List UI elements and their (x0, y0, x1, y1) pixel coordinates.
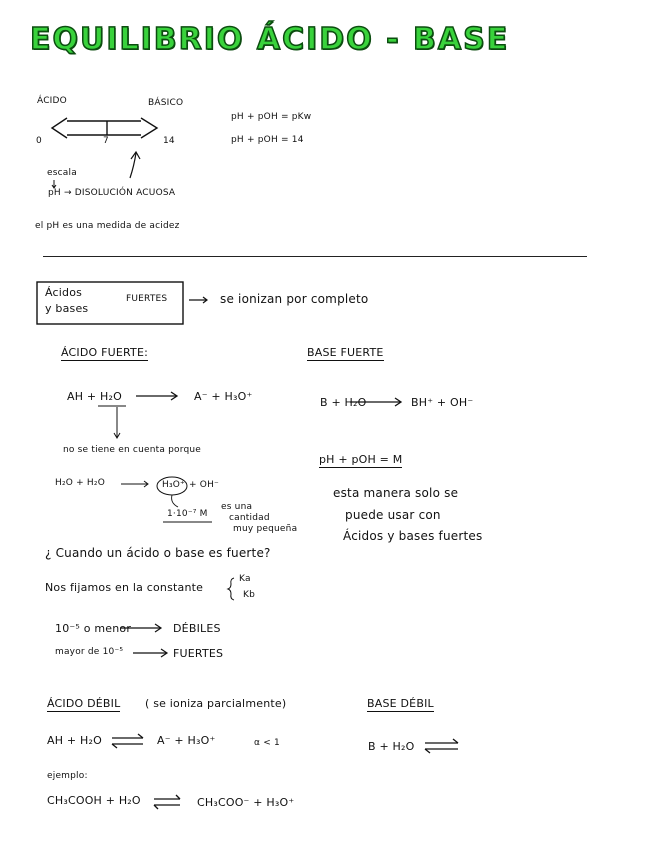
acido-fuerte-header-text: ÁCIDO FUERTE: (61, 346, 149, 359)
autoion-arrow (121, 481, 148, 487)
tick-14: 14 (163, 136, 175, 146)
base-fuerte-eq-left: B + H₂O (320, 396, 367, 409)
base-fuerte-header (307, 346, 384, 359)
acido-debil-eq-left: AH + H₂O (47, 734, 102, 747)
autoion-left: H₂O + H₂O (55, 478, 105, 488)
acido-fuerte-eq-left: AH + H₂O (67, 390, 122, 403)
tick-7: 7 (103, 136, 109, 146)
manera-line-1: esta manera solo se (333, 486, 459, 500)
tick-0: 0 (36, 136, 42, 146)
label-basico: BÁSICO (148, 98, 184, 108)
eq-arrow-acido-debil (112, 734, 143, 748)
autoion-h3o: H₃O⁺ (162, 480, 186, 490)
base-debil-header (367, 697, 434, 710)
base-debil-header-text: BASE DÉBIL (367, 697, 434, 710)
ph-scale-arrow (52, 118, 157, 138)
manera-line-2: puede usar con (345, 508, 441, 522)
label-acido: ÁCIDO (37, 96, 67, 106)
cantidad-line-2: cantidad (229, 513, 270, 523)
menor-right: DÉBILES (173, 622, 221, 635)
mayor-right: FUERTES (173, 647, 224, 660)
eq-14: pH + pOH = 14 (231, 135, 304, 145)
box-y-bases: y bases (45, 302, 89, 315)
fijamos-text: Nos fijamos en la constante (45, 581, 204, 594)
mayor-arrow (133, 649, 167, 657)
conc-value: 1·10⁻⁷ M (167, 509, 208, 519)
acido-fuerte-arrow (136, 392, 177, 400)
cantidad-line-1: es una (221, 502, 253, 512)
base-fuerte-header-text: BASE FUERTE (307, 346, 384, 359)
ka-kb-brace (228, 578, 234, 600)
acido-fuerte-eq-right: A⁻ + H₃O⁺ (194, 390, 253, 403)
ejemplo-label: ejemplo: (47, 771, 88, 781)
box-acidos: Ácidos (45, 286, 83, 299)
ejemplo-right: CH₃COO⁻ + H₃O⁺ (197, 796, 295, 809)
ionizan-text: se ionizan por completo (220, 292, 369, 306)
h2o-pointer (98, 406, 126, 438)
acido-debil-eq-right: A⁻ + H₃O⁺ (157, 734, 216, 747)
acido-debil-header (47, 697, 120, 710)
h3o-curve (172, 495, 178, 507)
menor-left: 10⁻⁵ o menor (55, 622, 132, 635)
page-title: EQUILIBRIO ÁCIDO - BASE (30, 22, 510, 57)
manera-line-3: Ácidos y bases fuertes (343, 529, 483, 543)
eq-arrow-ejemplo (154, 795, 180, 809)
ka-label: Ka (239, 574, 251, 584)
base-debil-eq: B + H₂O (368, 740, 415, 753)
acido-debil-header-text: ÁCIDO DÉBIL (47, 697, 121, 710)
mayor-left: mayor de 10⁻⁵ (55, 647, 124, 657)
no-cuenta-text: no se tiene en cuenta porque (63, 445, 202, 455)
up-arrow (130, 152, 140, 178)
alpha-text: α < 1 (254, 738, 280, 748)
box-fuertes: FUERTES (126, 294, 168, 304)
parcial-text: ( se ioniza parcialmente) (145, 697, 287, 710)
box-arrow (189, 297, 207, 303)
acido-fuerte-header (61, 346, 148, 359)
eq-arrow-base-debil (425, 739, 458, 753)
autoion-oh: + OH⁻ (189, 480, 220, 490)
section-divider (43, 256, 587, 257)
eq-pkw: pH + pOH = pKw (231, 112, 312, 122)
ph-definition: el pH es una medida de acidez (35, 221, 180, 231)
cantidad-line-3: muy pequeña (233, 524, 298, 534)
escala-arrow (52, 180, 56, 188)
ejemplo-left: CH₃COOH + H₂O (47, 794, 141, 807)
kb-label: Kb (243, 590, 256, 600)
ph-disolucion: pH → DISOLUCIÓN ACUOSA (48, 188, 176, 198)
escala-label: escala (47, 168, 77, 178)
base-fuerte-eq-right: BH⁺ + OH⁻ (411, 396, 474, 409)
ph-poh-m-text: pH + pOH = M (319, 453, 403, 466)
cuando-question: ¿ Cuando un ácido o base es fuerte? (45, 546, 271, 560)
ph-poh-m (319, 453, 402, 466)
